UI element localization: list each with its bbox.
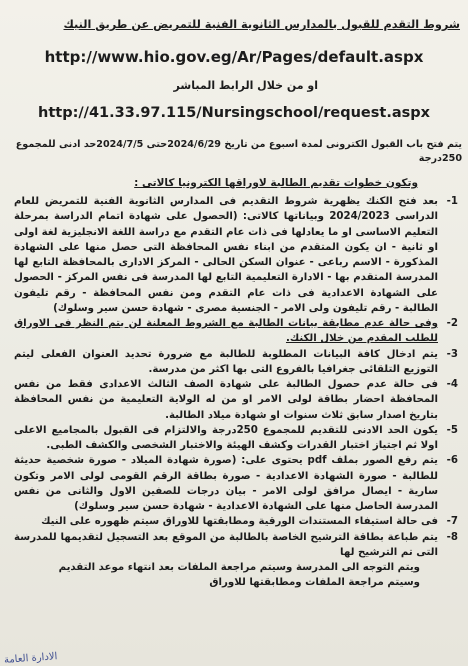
step-number: 3- <box>446 348 458 360</box>
step-text: يكون الحد الادنى للتقديم للمجموع 250درجة والالتزام فى القبول بالمجاميع الاعلى اولا ثم اجتياز اختبار القدرات وكشف الهيئة والاختبار الشخصى والكشف الطبى. <box>14 424 438 451</box>
note-line-2: وسيتم مراجعة الملفات ومطابقتها للاوراق <box>209 577 420 589</box>
step-number: 2- <box>446 318 458 329</box>
step-text: فى حالة استيفاء المستندات الورقية ومطابقتها للاوراق سيتم ظهوره على النيك <box>41 516 438 528</box>
step-text: فى حالة عدم حصول الطالبة على شهادة الصف الثالث الاعدادى فقط من نفس المحافظة احضار بطاقة لولى الامر او من له الولاية التعليمية من نفس المحافظة بتاريخ اصدار سابق ثلاث سنوات او شهادة ميلاد الطالبة. <box>14 379 438 421</box>
step-text: بعد فتح الكنك يظهرية شروط التقديم فى المدارس الثانوية الفنية للتمريض للعام الدراسى 2024/2023 وبياناتها كالاتى: (الحصول على شهادة اتمام الدراسة بمرحلة التعليم الاساسى او ما يعادلها فى ذات عام التقدم مع دراسة اللغة الانجليزية لغة اولى او ثانية - ان يكون المتقدم من ابناء نفس المحافظة التى حصل منها على الشهادة المذكورة - الاسم رباعى - عنوان السكن الحالى - المركز الادارى بالمحافظة التابع لها المدرسة المتقدم بها - الادارة التعليمية التابع لها المدرسة فى نفس المركز - الحصول على الشهادة الاعدادية فى ذات عام التقدم ومن نفس المحافظة - رقم تليفون الطالبة - رقم تليفون ولى الامر - الجنسية مصرى - شهادة حسن سير وسلوك) <box>14 196 438 314</box>
direct-request-link[interactable]: http://41.33.97.115/Nursingschool/request.aspx <box>38 105 430 121</box>
step-number: 7- <box>446 516 458 528</box>
step-number: 8- <box>446 531 458 543</box>
step-item-4 <box>14 377 458 423</box>
step-item-6 <box>14 453 458 514</box>
step-text: وفى حالة عدم مطابقة بيانات الطالبة مع الشروط المعلنة لن يتم النظر فى الاوراق للطلب المقدم من خلال الكنك. <box>14 318 438 345</box>
step-item-3 <box>14 347 458 378</box>
step-item-8 <box>14 530 458 561</box>
step-item-7 <box>14 514 458 529</box>
page-title: شروط التقدم للقبول بالمدارس الثانوية الفنية للتمريض عن طريق النيك <box>63 18 460 31</box>
step-item-2 <box>14 316 458 347</box>
steps-list <box>14 194 458 591</box>
step-text: يتم طباعة بطاقة الترشيح الخاصة بالطالبة من الموقع بعد التسجيل لتقديمها للمدرسة التى تم الترشيح لها <box>14 531 438 558</box>
step-number: 1- <box>446 196 458 207</box>
step-text: يتم رفع الصور بملف pdf يحتوى على: (صورة شهادة الميلاد - صورة شخصية حديثة للطالبة - صورة الشهادة الاعدادية - صورة بطاقة الرقم القومى لولى الامر وتكون سارية - ايصال مرافق لولى الامر - بيان درجات للصفين الاول والثانى من نفس المدرسة الحاصل منها على الشهادة الاعدادية - شهادة حسن سير وسلوك) <box>14 455 438 512</box>
step-number: 6- <box>446 455 458 467</box>
or-direct-link-text: او من خلال الرابط المباشر <box>173 79 318 92</box>
step-item-1 <box>14 194 458 316</box>
note-line-1: ويتم التوجه الى المدرسة وسيتم مراجعة الملفات بعد انتهاء موعد التقديم <box>58 562 420 573</box>
step-number: 5- <box>446 424 458 436</box>
signature-stamp: الادارة العامة <box>3 651 58 666</box>
steps-heading: وتكون خطوات تقديم الطالبة لاوراقها الكترونيا كالاتى : <box>134 177 418 189</box>
hio-website-link[interactable]: http://www.hio.gov.eg/Ar/Pages/default.aspx <box>44 48 424 66</box>
registration-period-notice: يتم فتح باب القبول الكترونى لمدة اسبوع من تاريخ 2024/6/29حتى 2024/7/5حد ادنى للمجموع 250درجة <box>15 139 462 164</box>
step-text: يتم ادخال كافة البيانات المطلوبة للطالبة مع ضرورة تحديد العنوان الفعلى ليتم التوزيع التلقائى جغرافيا بالفروع التى بها اكثر من مدرسة. <box>14 348 438 375</box>
step-number: 4- <box>446 379 458 390</box>
step-item-5 <box>14 423 458 454</box>
